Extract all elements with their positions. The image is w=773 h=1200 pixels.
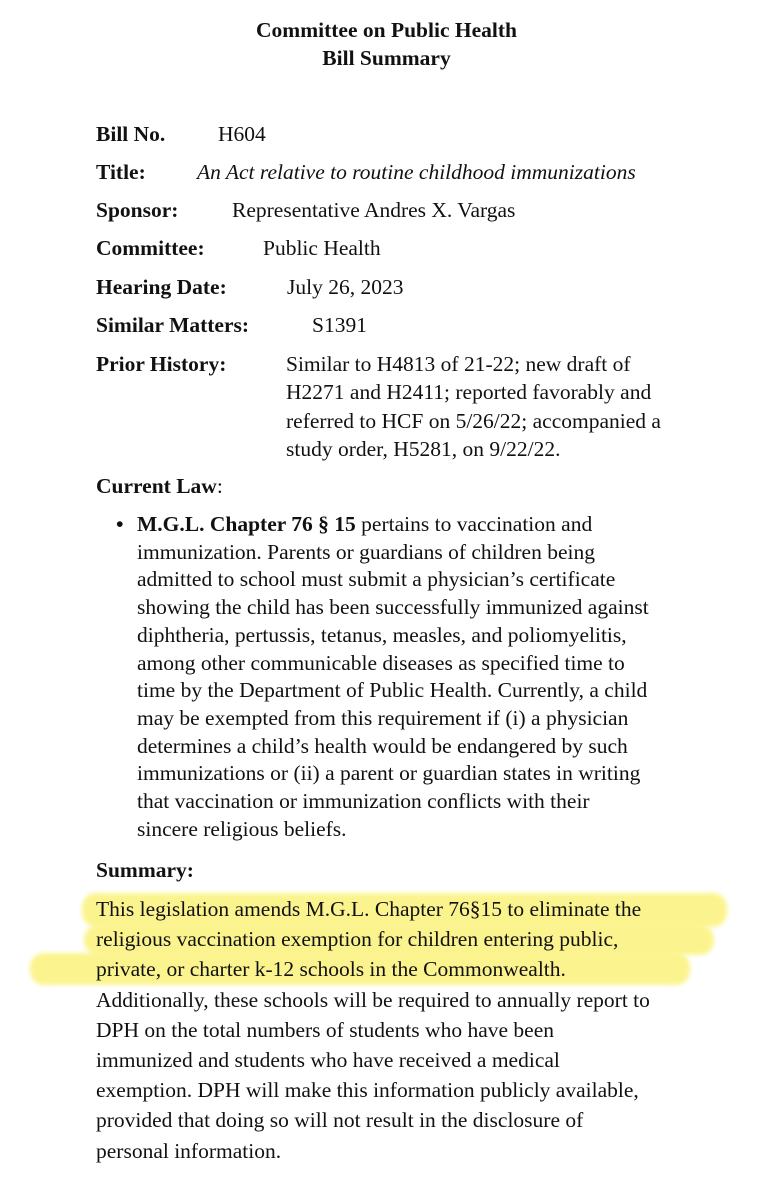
prior-history-line: Similar to H4813 of 21-22; new draft of	[286, 352, 631, 376]
current-law-line: may be exempted from this requirement if (i) a physician	[137, 705, 629, 730]
summary-line: provided that doing so will not result in the disclosure of	[96, 1108, 584, 1133]
current-law-line: immunization. Parents or guardians of children being	[137, 539, 595, 564]
summary-line: exemption. DPH will make this information publicly available,	[96, 1078, 639, 1103]
title-value: An Act relative to routine childhood immunizations	[197, 160, 636, 184]
prior-history-label: Prior History:	[96, 352, 227, 376]
current-law-line: diphtheria, pertussis, tetanus, measles, and poliomyelitis,	[137, 622, 627, 647]
current-law-colon: :	[216, 474, 223, 498]
committee-label: Committee:	[96, 236, 205, 260]
current-law-line: showing the child has been successfully immunized against	[137, 595, 649, 620]
current-law-line: determines a child’s health would be endangered by such	[137, 733, 628, 758]
summary-heading: Summary:	[96, 858, 194, 882]
hearing-date-label: Hearing Date:	[96, 275, 227, 299]
current-law-line: admitted to school must submit a physician’s certificate	[137, 567, 616, 592]
current-law-heading	[96, 473, 223, 499]
title-label: Title:	[96, 160, 146, 184]
summary-line: immunized and students who have received a medical	[96, 1048, 560, 1072]
summary-line: personal information.	[96, 1138, 282, 1163]
current-law-line	[137, 511, 592, 537]
summary-line: religious vaccination exemption for children entering public,	[96, 927, 619, 952]
current-law-label: Current Law	[96, 474, 217, 498]
summary-line: This legislation amends M.G.L. Chapter 76§15 to eliminate the	[96, 897, 642, 921]
current-law-line: that vaccination or immunization conflicts with their	[137, 789, 590, 813]
similar-matters-value: S1391	[312, 313, 367, 337]
bullet-icon: •	[116, 512, 124, 536]
prior-history-line: referred to HCF on 5/26/22; accompanied a	[286, 409, 661, 433]
prior-history-line: H2271 and H2411; reported favorably and	[286, 380, 652, 404]
bill-no-value: H604	[218, 122, 266, 146]
summary-line: private, or charter k-12 schools in the Commonwealth.	[96, 957, 566, 982]
current-law-line: immunizations or (ii) a parent or guardian states in writing	[137, 761, 641, 786]
prior-history-line: study order, H5281, on 9/22/22.	[286, 437, 561, 461]
current-law-line: time by the Department of Public Health. Currently, a child	[137, 678, 648, 703]
hearing-date-value: July 26, 2023	[287, 275, 404, 299]
current-law-text: pertains to vaccination and	[355, 512, 593, 536]
summary-line: DPH on the total numbers of students who have been	[96, 1017, 554, 1042]
bill-no-label: Bill No.	[96, 122, 166, 146]
document-subtitle: Bill Summary	[322, 46, 451, 70]
sponsor-value: Representative Andres X. Vargas	[232, 198, 516, 222]
current-law-line: sincere religious beliefs.	[137, 816, 347, 841]
summary-line: Additionally, these schools will be required to annually report to	[96, 987, 650, 1012]
statute-reference: M.G.L. Chapter 76 § 15	[137, 512, 356, 536]
sponsor-label: Sponsor:	[96, 198, 179, 222]
similar-matters-label: Similar Matters:	[96, 313, 250, 337]
current-law-line: among other communicable diseases as specified time to	[137, 650, 625, 675]
document-title: Committee on Public Health	[256, 18, 517, 42]
committee-value: Public Health	[263, 236, 381, 260]
